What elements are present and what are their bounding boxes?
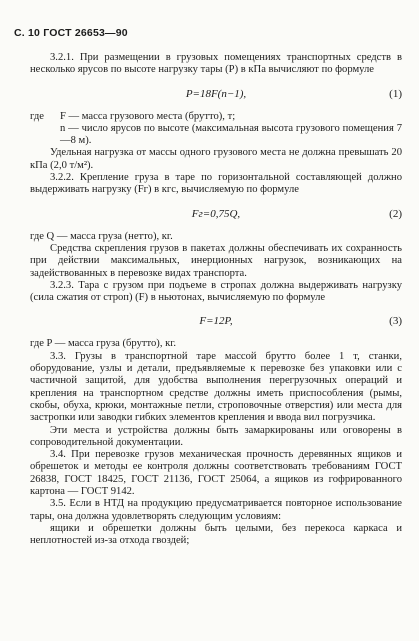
legend-row-f: F — масса грузового места (брутто), т; — [60, 110, 236, 122]
formula-1-legend — [30, 111, 402, 148]
paragraph-3-4: 3.4. При перевозке грузов механическая прочность деревянных ящиков и обрешеток и методы ее контроля должны соответствовать требованиям ГОСТ 26838, ГОСТ 18425, ГОСТ 21136, ГОСТ 25064, а ящиков из гофрированного картона — ГОСТ 9142. — [30, 449, 402, 498]
formula-2-expression: Fг=0,75Q, — [191, 207, 241, 220]
formula-1-number: (1) — [389, 87, 402, 100]
paragraph-specific-load: Удельная нагрузка от массы одного грузового места не должна превышать 20 кПа (2,0 т/м²). — [30, 147, 402, 171]
legend-row-n: n — число ярусов по высоте (максимальная высота грузового помещения 7—8 м). — [60, 122, 402, 147]
formula-3-expression: F=12P, — [199, 315, 233, 328]
formula-3-legend: где P — масса груза (брутто), кг. — [30, 338, 177, 350]
page-header: С. 10 ГОСТ 26653—90 — [14, 27, 128, 39]
paragraph-3-2-3: 3.2.3. Тара с грузом при подъеме в стропах должна выдерживать нагрузку (сила сжатия от строп) (F) в ньютонах, вычисляемую по формуле — [30, 279, 402, 304]
legend-lead: где — [30, 110, 44, 122]
formula-3-number: (3) — [389, 315, 402, 328]
paragraph-boxes: ящики и обрешетки должны быть целыми, без перекоса каркаса и неплотностей из-за отхода гвоздей; — [30, 522, 402, 547]
formula-2 — [30, 206, 402, 222]
document-body — [30, 52, 402, 548]
formula-1-expression: P=18F(n−1), — [185, 87, 247, 100]
paragraph-marking: Эти места и устройства должны быть замаркированы или оговорены в сопроводительной документации. — [30, 424, 402, 448]
paragraph-fastening-means: Средства скрепления грузов в пакетах должны обеспечивать их сохранность при действии максимальных, инерционных нагрузок, возникающих на задействованных в перевозке видах транспорта. — [30, 242, 402, 279]
formula-2-legend: где Q — масса груза (нетто), кг. — [30, 230, 173, 242]
paragraph-3-2-2: 3.2.2. Крепление груза в таре по горизонтальной составляющей должно выдерживать нагрузку (Fг) в кгс, вычисляемую по формуле — [30, 172, 402, 196]
paragraph-3-5: 3.5. Если в НТД на продукцию предусматривается повторное использование тары, она должна удовлетворять следующим условиям: — [30, 498, 402, 522]
paragraph-3-2-1: 3.2.1. При размещении в грузовых помещениях транспортных средств в несколько ярусов по высоте нагрузку тары (P) в кПа вычисляют по формуле — [30, 52, 402, 76]
formula-2-number: (2) — [389, 207, 402, 220]
formula-3 — [30, 313, 402, 329]
paragraph-3-3: 3.3. Грузы в транспортной таре массой брутто более 1 т, станки, оборудование, узлы и детали, предъявляемые к перевозке без упаковки или с частичной защитой, для удобства выполнения перегрузочных операций и крепления на транспортном средстве должны иметь приспособления (рымы, скобы, обуха, крюки, монтажные петли, строповочные отверстия) или места для застропки или заводки гибких элементов крепления и ввода вил погрузчика. — [30, 350, 402, 424]
formula-1 — [30, 86, 402, 102]
